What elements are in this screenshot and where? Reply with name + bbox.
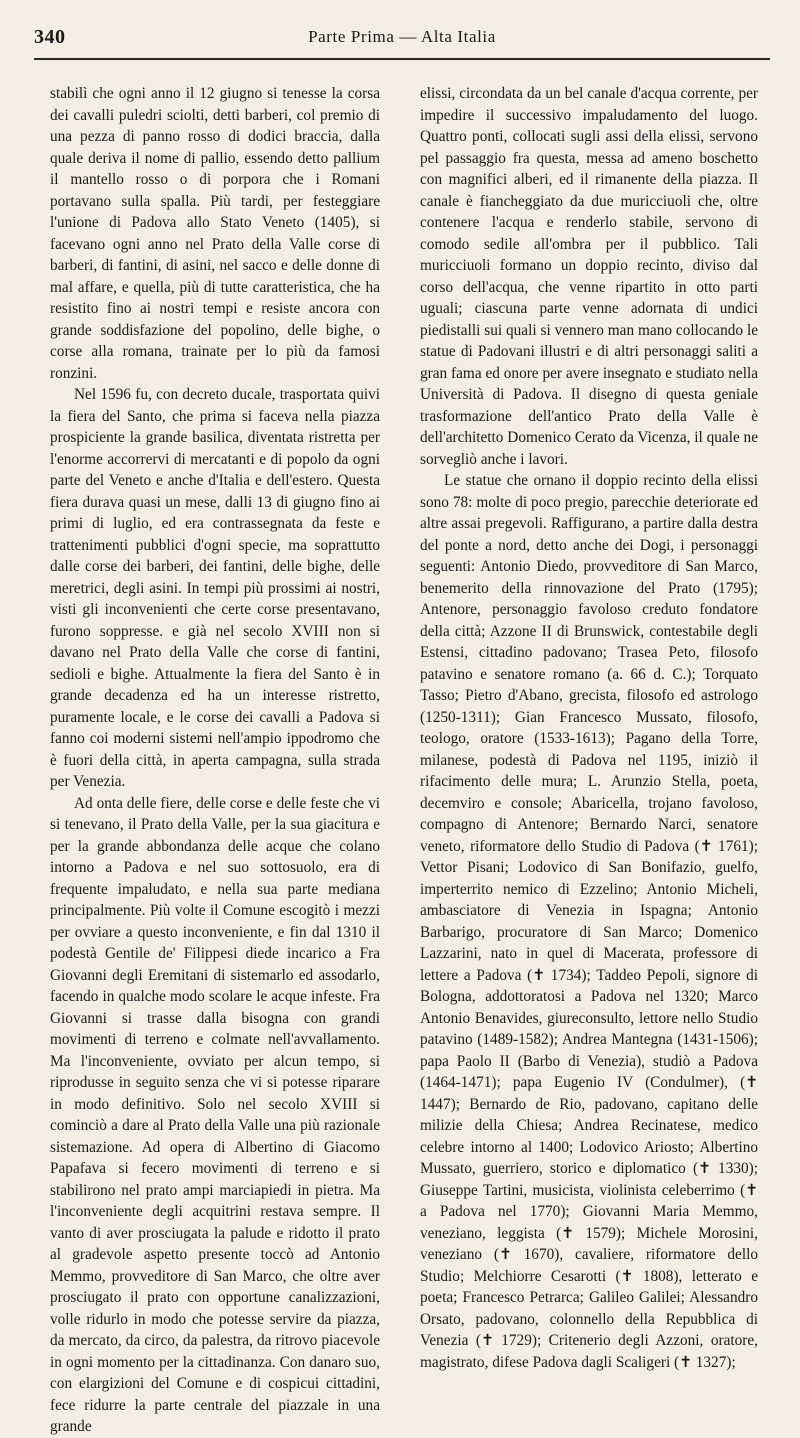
left-column <box>50 83 380 1438</box>
page-header <box>34 22 770 52</box>
paragraph: elissi, circondata da un bel canale d'acqua corrente, per impedire il successivo impaludamento del luogo. Quattro ponti, collocati sugli assi della elissi, servono pel passaggio fra questa, messa ad ameno boschetto con magnifici alberi, ed il rimanente della piazza. Il canale è fiancheggiato da due muricciuoli che, oltre contenere l'acqua e renderlo stabile, servono di comodo sedile all'ombra per il pubblico. Tali muricciuoli formano un doppio recinto, diviso dal corso dell'acqua, che venne ripartito in otto parti uguali; ciascuna parte venne adornata di undici piedistalli sui quali si vennero man mano collocando le statue di Padovani illustri e di altri personaggi saliti a gran fama ed onore per avere insegnato e studiato nella Università di Padova. Il disegno di questa geniale trasformazione dell'antico Prato della Valle è dell'architetto Domenico Cerato da Vicenza, il quale ne sorvegliò anche i lavori. <box>420 85 758 468</box>
paragraph: stabilì che ogni anno il 12 giugno si tenesse la corsa dei cavalli puledri sciolti, detti barberi, col premio di una pezza di panno rosso di dodici braccia, dalla quale deriva il nome di pallio, essendo detto pallium il mantello rosso o di porpora che i Romani portavano sulla spalla. Più tardi, per festeggiare l'unione di Padova allo Stato Veneto (1405), si facevano ogni anno nel Prato della Valle corse di barberi, di fantini, di asini, nel sacco e delle donne di mal affare, e quella, più di tutte caratteristica, che ha resistito fino ai nostri tempi e resiste ancora con grande soddisfazione del popolino, delle bighe, o corse alla romana, trainate per lo più da famosi ronzini. <box>50 85 380 382</box>
header-rule <box>34 58 770 60</box>
paragraph: Ad onta delle fiere, delle corse e delle feste che vi si tenevano, il Prato della Valle, per la sua giacitura e per la grande abbondanza delle acque che colano intorno a Padova e nel suo sottosuolo, era di frequente impaludato, e nella sua parte mediana principalmente. Più volte il Comune escogitò i mezzi per ovviare a questo inconveniente, e fin dal 1310 il podestà Gentile de' Filippesi diede incarico a Fra Giovanni degli Eremitani di sistemarlo ed assodarlo, facendo in qualche modo scolare le acque infeste. Fra Giovanni si trasse dalla bisogna con grandi movimenti di terreno e colmate nell'avvallamento. Ma l'inconveniente, ovviato per alcun tempo, si riprodusse in seguito senza che vi si potesse riparare in modo definitivo. Solo nel secolo XVIII si cominciò a dare al Prato della Valle una più razionale sistemazione. Ad opera di Albertino di Giacomo Papafava si fecero movimenti di terreno e si stabilirono nel prato ampi marciapiedi in pietra. Ma l'inconveniente degli acquitrini restava sempre. Il vanto di aver prosciugata la palude e ridotto il prato al gradevole aspetto presente toccò ad Antonio Memmo, provveditore di San Marco, che oltre aver prosciugato il prato con opportune canalizzazioni, volle ridurlo in modo che potesse servire da piazza, da mercato, da circo, da palestra, da ritrovo piacevole in ogni momento per la cittadinanza. Con danaro suo, con elargizioni del Comune e di cospicui cittadini, fece ridurre la parte centrale del piazzale in una grande <box>50 794 380 1435</box>
paragraph: Le statue che ornano il doppio recinto della elissi sono 78: molte di poco pregio, parecchie deteriorate ed altre assai pregevoli. Raffigurano, a partire dalla destra del ponte a nord, detto anche dei Dogi, i personaggi seguenti: Antonio Diedo, provveditore di San Marco, benemerito della rinnovazione del Prato (1795); Antenore, personaggio favoloso creduto fondatore della città; Azzone II di Brunswick, contestabile degli Estensi, cittadino padovano; Trasea Peto, filosofo patavino e senatore romano (a. 66 d. C.); Torquato Tasso; Pietro d'Abano, grecista, filosofo ed astrologo (1250-1311); Gian Francesco Mussato, filosofo, teologo, oratore (1533-1613); Pagano della Torre, milanese, podestà di Padova nel 1195, iniziò il rifacimento delle mura; L. Arunzio Stella, poeta, decemviro e console; Abaricella, trojano favoloso, compagno di Antenore; Bernardo Narci, senatore veneto, riformatore dello Studio di Padova (✝ 1761); Vettor Pisani; Lodovico di San Bonifazio, guelfo, imperterrito nemico di Ezzelino; Antonio Micheli, ambasciatore di Venezia in Ispagna; Antonio Barbarigo, procuratore di San Marco; Domenico Lazzarini, nato in quel di Macerata, professore di lettere a Padova (✝ 1734); Taddeo Pepoli, signore di Bologna, addottoratosi a Padova nel 1320; Marco Antonio Benavides, giureconsulto, lettore nello Studio patavino (1489-1582); Andrea Mantegna (1431-1506); papa Paolo II (Barbo di Venezia), studiò a Padova (1464-1471); papa Eugenio IV (Condulmer), (✝ 1447); Bernardo de Rio, padovano, capitano delle milizie della Chiesa; Andrea Recinatese, medico celebre intorno al 1400; Lodovico Ariosto; Albertino Mussato, guerriero, storico e diplomatico (✝ 1330); Giuseppe Tartini, musicista, violinista celeberrimo (✝ a Padova nel 1770); Giovanni Maria Memmo, veneziano, leggista (✝ 1579); Michele Morosini, veneziano (✝ 1670), cavaliere, riformatore dello Studio; Melchiorre Cesarotti (✝ 1808), letterato e poeta; Francesco Petrarca; Galileo Galilei; Alessandro Orsato, padovano, colonnello della Repubblica di Venezia (✝ 1729); Critenerio degli Azzoni, oratore, magistrato, difese Padova dagli Scaligeri (✝ 1327); <box>420 472 758 1371</box>
paragraph: Nel 1596 fu, con decreto ducale, trasportata quivi la fiera del Santo, che prima si faceva nella piazza prospiciente la grande basilica, diventata ristretta per l'enorme accorrervi di mercatanti e di popolo da ogni parte del Veneto e anche d'Italia e dell'estero. Questa fiera durava quasi un mese, dalli 13 di giugno fino ai primi di luglio, ed era contrassegnata da feste e trattenimenti pubblici d'ogni specie, ma soprattutto dalle corse dei barberi, dei fantini, delle bighe, delle meretrici, degli asini. In tempi più prossimi ai nostri, visti gli inconvenienti che certe corse presentavano, furono soppresse. e già nel secolo XVIII non si davano nel Prato della Valle che corse di fantini, sedioli e bighe. Attualmente la fiera del Santo è in grande decadenza ed ha un interesse ristretto, puramente locale, e le corse dei cavalli a Padova si fanno coi moderni sistemi nell'ampio ippodromo che è fuori della città, in aperta campagna, sulla strada per Venezia. <box>50 386 380 790</box>
running-title: Parte Prima — Alta Italia <box>308 27 496 46</box>
page-number: 340 <box>34 25 66 48</box>
right-column <box>420 83 758 1373</box>
